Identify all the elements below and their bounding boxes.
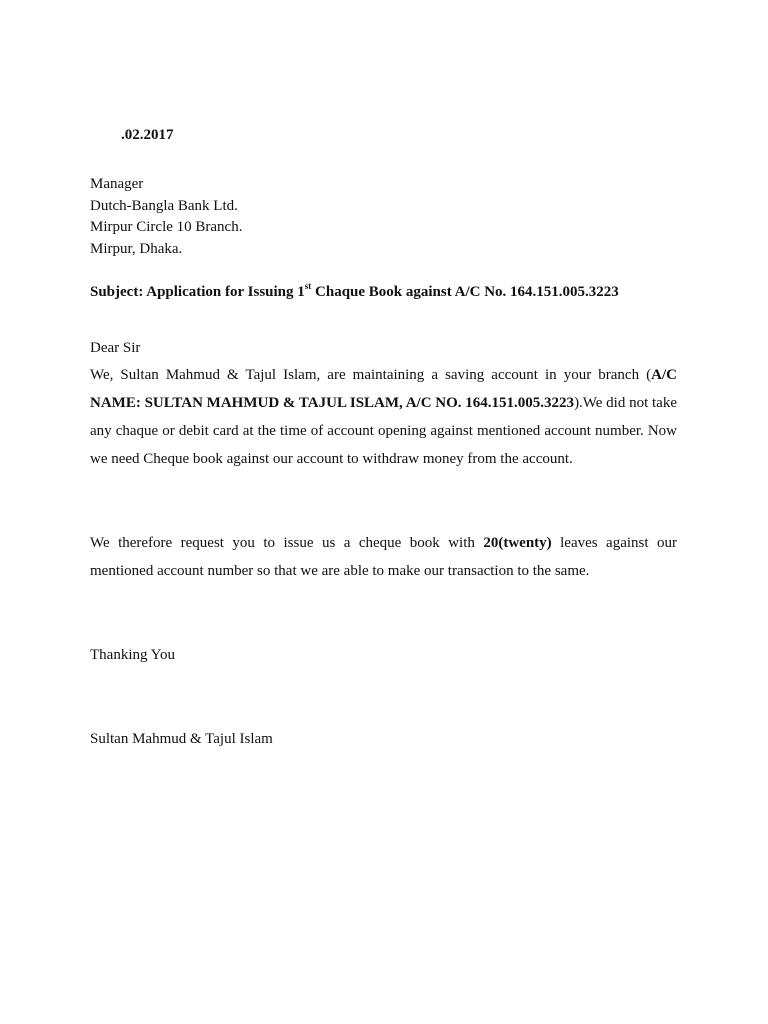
paragraph1-text-after: ).We did not take any chaque or debit card at the time of account opening against mentioned account number. Now we need Cheque book against our account to withdraw money from the account.: [90, 395, 677, 467]
subject-suffix: Chaque Book against A/C No. 164.151.005.3223: [311, 284, 619, 300]
subject-prefix: Subject: Application for Issuing 1: [90, 284, 305, 300]
paragraph1-text-before: We, Sultan Mahmud & Tajul Islam, are maintaining a saving account in your branch (: [90, 367, 652, 383]
paragraph2-text-after: leaves against our mentioned account number so that we are able to make our transaction to the same.: [90, 535, 677, 579]
letter-date: .02.2017: [121, 127, 174, 143]
letter-subject: [90, 282, 619, 302]
closing: Thanking You: [90, 647, 176, 663]
recipient-bank: Dutch-Bangla Bank Ltd.: [90, 197, 238, 214]
recipient-branch: Mirpur Circle 10 Branch.: [90, 219, 243, 235]
signature: Sultan Mahmud & Tajul Islam: [90, 731, 273, 747]
salutation: Dear Sir: [90, 340, 141, 356]
body-paragraph-1: [90, 361, 677, 473]
recipient-city: Mirpur, Dhaka.: [90, 240, 183, 257]
leaves-count: 20(twenty): [483, 535, 552, 551]
paragraph2-text-before: We therefore request you to issue us a cheque book with: [90, 535, 484, 551]
account-details: A/C NAME: SULTAN MAHMUD & TAJUL ISLAM, A/C NO. 164.151.005.3223: [90, 367, 677, 411]
recipient-title: Manager: [90, 176, 144, 192]
body-paragraph-2: [90, 529, 677, 585]
recipient-address: [90, 174, 242, 260]
subject-superscript: st: [304, 281, 312, 291]
